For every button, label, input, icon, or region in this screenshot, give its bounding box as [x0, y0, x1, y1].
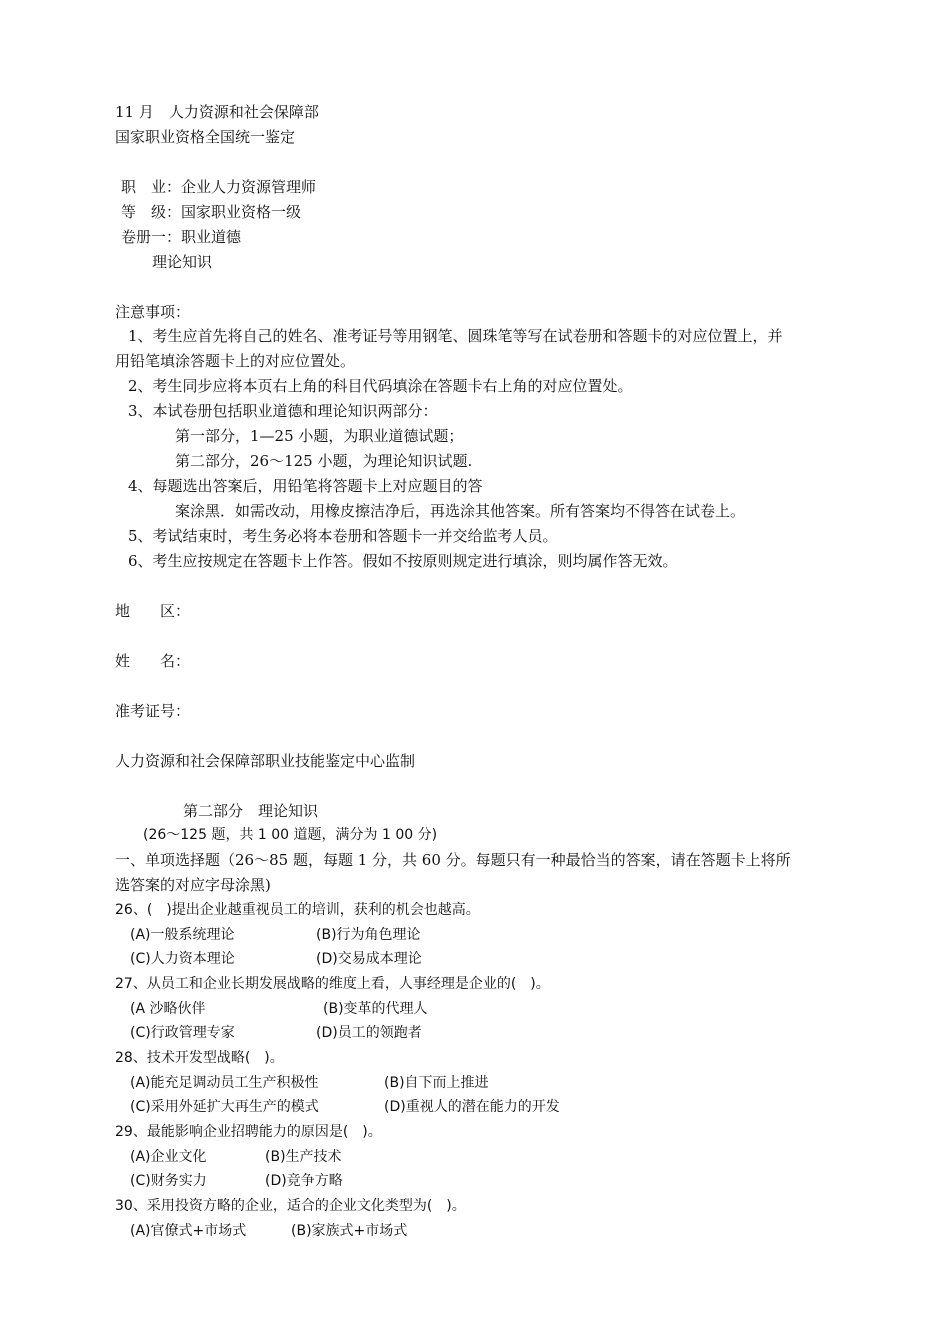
supervisor-line: 人力资源和社会保障部职业技能鉴定中心监制 [115, 752, 416, 770]
option-b: (B)行为角色理论 [316, 927, 421, 943]
section-heading-a: 一、单项选择题（26～85 题，每题 1 分，共 60 分。每题只有一种最恰当的答案，请在答题卡上将所 [115, 851, 791, 869]
option-c: (C)财务实力 [130, 1173, 207, 1189]
option-d: (D)交易成本理论 [316, 951, 422, 967]
option-d: (D)员工的领跑者 [316, 1025, 422, 1041]
question-stem: 29、最能影响企业招聘能力的原因是( )。 [115, 1124, 382, 1140]
note-2: 2、考生同步应将本页右上角的科目代码填涂在答题卡右上角的对应位置处。 [128, 377, 633, 395]
note-4a: 4、每题选出答案后，用铅笔将答题卡上对应题目的答 [128, 477, 483, 495]
note-1b: 用铅笔填涂答题卡上的对应位置处。 [115, 352, 356, 370]
question-stem: 30、采用投资方略的企业，适合的企业文化类型为( )。 [115, 1198, 466, 1214]
option-b: (B)自下而上推进 [384, 1075, 489, 1091]
note-4b: 案涂黑．如需改动，用橡皮擦洁净后，再选涂其他答案。所有答案均不得答在试卷上。 [175, 502, 746, 520]
note-6: 6、考生应按规定在答题卡上作答。假如不按原则规定进行填涂，则均属作答无效。 [128, 552, 678, 570]
option-a: (A)能充足调动员工生产积极性 [130, 1075, 319, 1091]
level-line: 等 级：国家职业资格一级 [121, 203, 302, 221]
option-d: (D)竞争方略 [265, 1173, 343, 1189]
question-stem: 26、( )提出企业越重视员工的培训，获利的机会也越高。 [115, 902, 480, 918]
occupation-line: 职 业：企业人力资源管理师 [121, 178, 317, 196]
option-a: (A)企业文化 [130, 1149, 207, 1165]
note-1a: 1、考生应首先将自己的姓名、准考证号等用钢笔、圆珠笔等写在试卷册和答题卡的对应位置上，并 [128, 327, 783, 345]
note-3a: 第一部分，1—25 小题，为职业道德试题； [175, 427, 464, 445]
option-c: (C)人力资本理论 [130, 951, 235, 967]
note-5: 5、考试结束时，考生务必将本卷册和答题卡一并交给监考人员。 [128, 527, 558, 545]
header-line-1: 11 月 人力资源和社会保障部 [115, 103, 319, 121]
region-field-label: 地 区： [115, 602, 191, 620]
volume-subtitle: 理论知识 [152, 253, 213, 271]
option-b: (B)变革的代理人 [323, 1001, 428, 1017]
question-stem: 27、从员工和企业长期发展战略的维度上看，人事经理是企业的( )。 [115, 976, 550, 992]
question-stem: 28、技术开发型战略( )。 [115, 1050, 284, 1066]
part2-title: 第二部分 理论知识 [183, 802, 319, 820]
option-a: (A)一般系统理论 [130, 927, 235, 943]
option-a: (A 沙略伙伴 [130, 1001, 206, 1017]
volume-line: 卷册一：职业道德 [121, 228, 242, 246]
option-b: (B)家族式+市场式 [291, 1223, 408, 1239]
option-a: (A)官僚式+市场式 [130, 1223, 247, 1239]
note-3: 3、本试卷册包括职业道德和理论知识两部分： [128, 402, 438, 420]
option-c: (C)采用外延扩大再生产的模式 [130, 1099, 319, 1115]
name-field-label: 姓 名： [115, 652, 191, 670]
section-heading-b: 选答案的对应字母涂黑) [115, 876, 271, 894]
part2-subtitle: (26～125 题，共 1 00 道题，满分为 1 00 分) [143, 827, 438, 843]
option-d: (D)重视人的潜在能力的开发 [384, 1099, 560, 1115]
header-line-2: 国家职业资格全国统一鉴定 [115, 128, 296, 146]
option-c: (C)行政管理专家 [130, 1025, 235, 1041]
option-b: (B)生产技术 [265, 1149, 342, 1165]
ticket-field-label: 准考证号： [115, 702, 191, 720]
notes-title: 注意事项： [115, 303, 191, 321]
note-3b: 第二部分，26～125 小题，为理论知识试题. [175, 452, 473, 470]
